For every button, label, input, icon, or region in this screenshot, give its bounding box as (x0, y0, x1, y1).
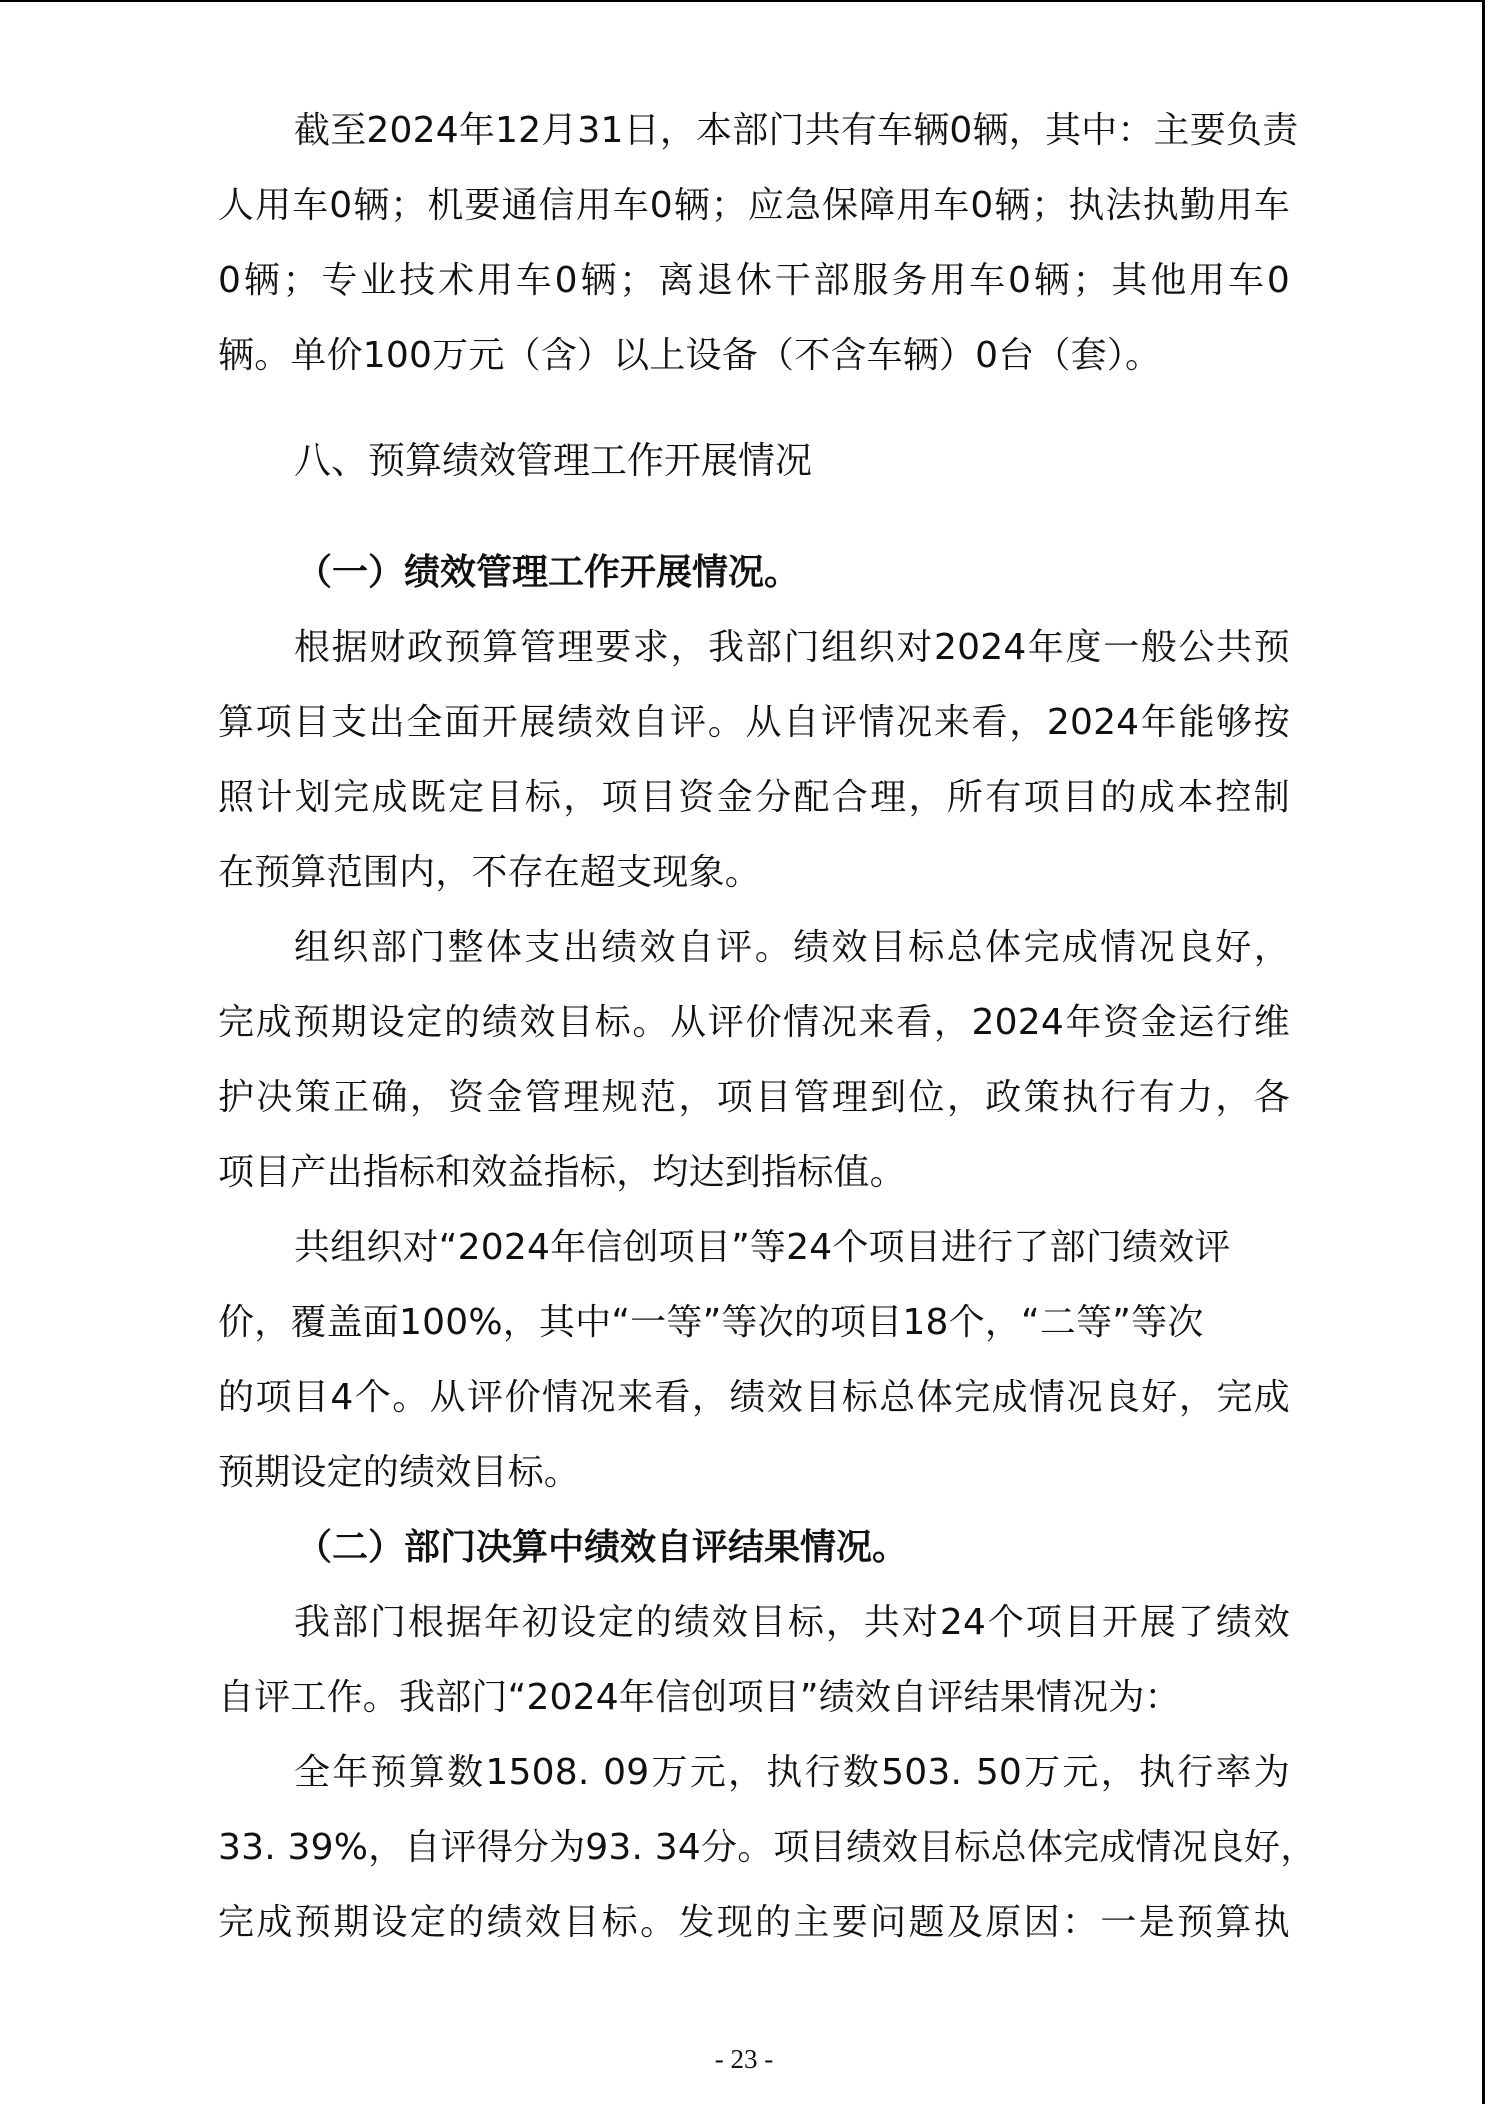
text-line: 截至2024年12月31日，本部门共有车辆0辆，其中：主要负责 (294, 110, 1299, 151)
text-line: 根据财政预算管理要求，我部门组织对2024年度一般公共预 (294, 627, 1290, 668)
text-line: 完成预期设定的绩效目标。发现的主要问题及原因：一是预算执 (218, 1902, 1290, 1943)
text-line: 项目产出指标和效益指标，均达到指标值。 (218, 1152, 906, 1193)
text-line: 价，覆盖面100%，其中“一等”等次的项目18个，“二等”等次 (218, 1302, 1204, 1343)
paragraph-vehicles (218, 93, 1299, 393)
text-line: 算项目支出全面开展绩效自评。从自评情况来看，2024年能够按 (218, 702, 1290, 743)
text-line: 的项目4个。从评价情况来看，绩效目标总体完成情况良好，完成 (218, 1377, 1290, 1418)
text-line: 组织部门整体支出绩效自评。绩效目标总体完成情况良好， (294, 927, 1290, 968)
text-line: 共组织对“2024年信创项目”等24个项目进行了部门绩效评 (294, 1227, 1231, 1268)
section-title: 八、预算绩效管理工作开展情况 (294, 439, 812, 482)
text-line: 完成预期设定的绩效目标。从评价情况来看，2024年资金运行维 (218, 1002, 1290, 1043)
text-line: 自评工作。我部门“2024年信创项目”绩效自评结果情况为： (218, 1677, 1181, 1718)
text-line: 人用车0辆；机要通信用车0辆；应急保障用车0辆；执法执勤用车 (218, 185, 1290, 226)
paragraph-3 (218, 1210, 1290, 1510)
paragraph-5 (218, 1735, 1317, 1960)
text-line: 辆。单价100万元（含）以上设备（不含车辆）0台（套）。 (218, 335, 1162, 376)
paragraph-1 (218, 610, 1290, 910)
text-line: 护决策正确，资金管理规范，项目管理到位，政策执行有力，各 (218, 1077, 1290, 1118)
text-line: 照计划完成既定目标，项目资金分配合理，所有项目的成本控制 (218, 777, 1290, 818)
text-line: 0辆；专业技术用车0辆；离退休干部服务用车0辆；其他用车0 (218, 260, 1290, 301)
document-body (218, 93, 1317, 1960)
subsection-title-2: （二）部门决算中绩效自评结果情况。 (296, 1527, 909, 1568)
paragraph-4 (218, 1585, 1290, 1735)
text-line: 全年预算数1508. 09万元，执行数503. 50万元，执行率为 (294, 1752, 1290, 1793)
text-line: 我部门根据年初设定的绩效目标，共对24个项目开展了绩效 (294, 1602, 1290, 1643)
text-line: 33. 39%，自评得分为93. 34分。项目绩效目标总体完成情况良好， (218, 1827, 1317, 1868)
text-line: 预期设定的绩效目标。 (218, 1452, 581, 1493)
text-line: 在预算范围内，不存在超支现象。 (218, 852, 762, 893)
page-number: - 23 - (714, 2044, 774, 2074)
subsection-title-1: （一）绩效管理工作开展情况。 (296, 552, 801, 593)
paragraph-2 (218, 910, 1290, 1210)
